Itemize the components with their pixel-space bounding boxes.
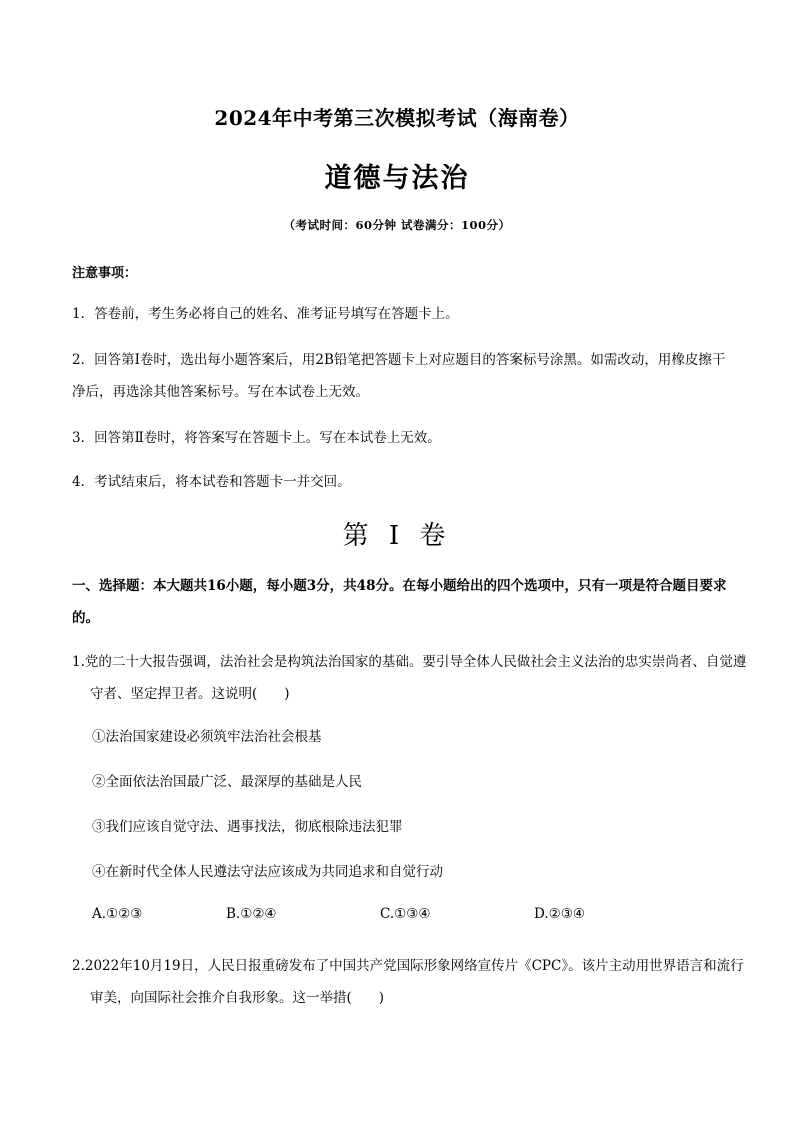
subject-title: 道德与法治 [324,163,470,194]
choice-d: D.②③④ [534,906,585,922]
notice-item: 1．答卷前，考生务必将自己的姓名、准考证号填写在答题卡上。 [72,306,459,322]
choice-a: A.①②③ [92,906,143,922]
notice-item: 4．考试结束后，将本试卷和答题卡一并交回。 [72,474,351,490]
question-1-statement: ①法治国家建设必须筑牢法治社会根基 [92,729,322,745]
notice-title: 注意事项： [72,266,138,281]
question-2-stem: 2.2022年10月19日，人民日报重磅发布了中国共产党国际形象网络宣传片《CPC》。该片主动用世界语言和流行审美，向国际社会推介自我形象。这一举措( ) [72,958,744,1006]
question-1-statement: ③我们应该自觉守法、遇事找法，彻底根除违法犯罪 [92,819,403,835]
question-1-statement: ④在新时代全体人民遵法守法应该成为共同追求和自觉行动 [92,864,443,880]
exam-info: （考试时间：60分钟 试卷满分：100分） [283,218,511,232]
question-1-choices [92,906,612,928]
part-title: 第 I 卷 [342,521,452,551]
choice-b: B.①②④ [226,906,277,922]
notice-item: 3．回答第Ⅱ卷时，将答案写在答题卡上。写在本试卷上无效。 [72,430,441,446]
section-heading: 一、选择题：本大题共16小题，每小题3分，共48分。在每小题给出的四个选项中，只有一项是符合题目要求的。 [72,578,727,626]
choice-c: C.①③④ [380,906,431,922]
notice-item: 2．回答第Ⅰ卷时，选出每小题答案后，用2B铅笔把答题卡上对应题目的答案标号涂黑。如需改动，用橡皮擦干净后，再选涂其他答案标号。写在本试卷上无效。 [72,352,726,400]
exam-title: 2024年中考第三次模拟考试（海南卷） [214,106,580,130]
question-1-stem: 1.党的二十大报告强调，法治社会是构筑法治国家的基础。要引导全体人民做社会主义法治的忠实崇尚者、自觉遵守者、坚定捍卫者。这说明( ) [72,654,747,702]
question-1-statement: ②全面依法治国最广泛、最深厚的基础是人民 [92,774,362,790]
